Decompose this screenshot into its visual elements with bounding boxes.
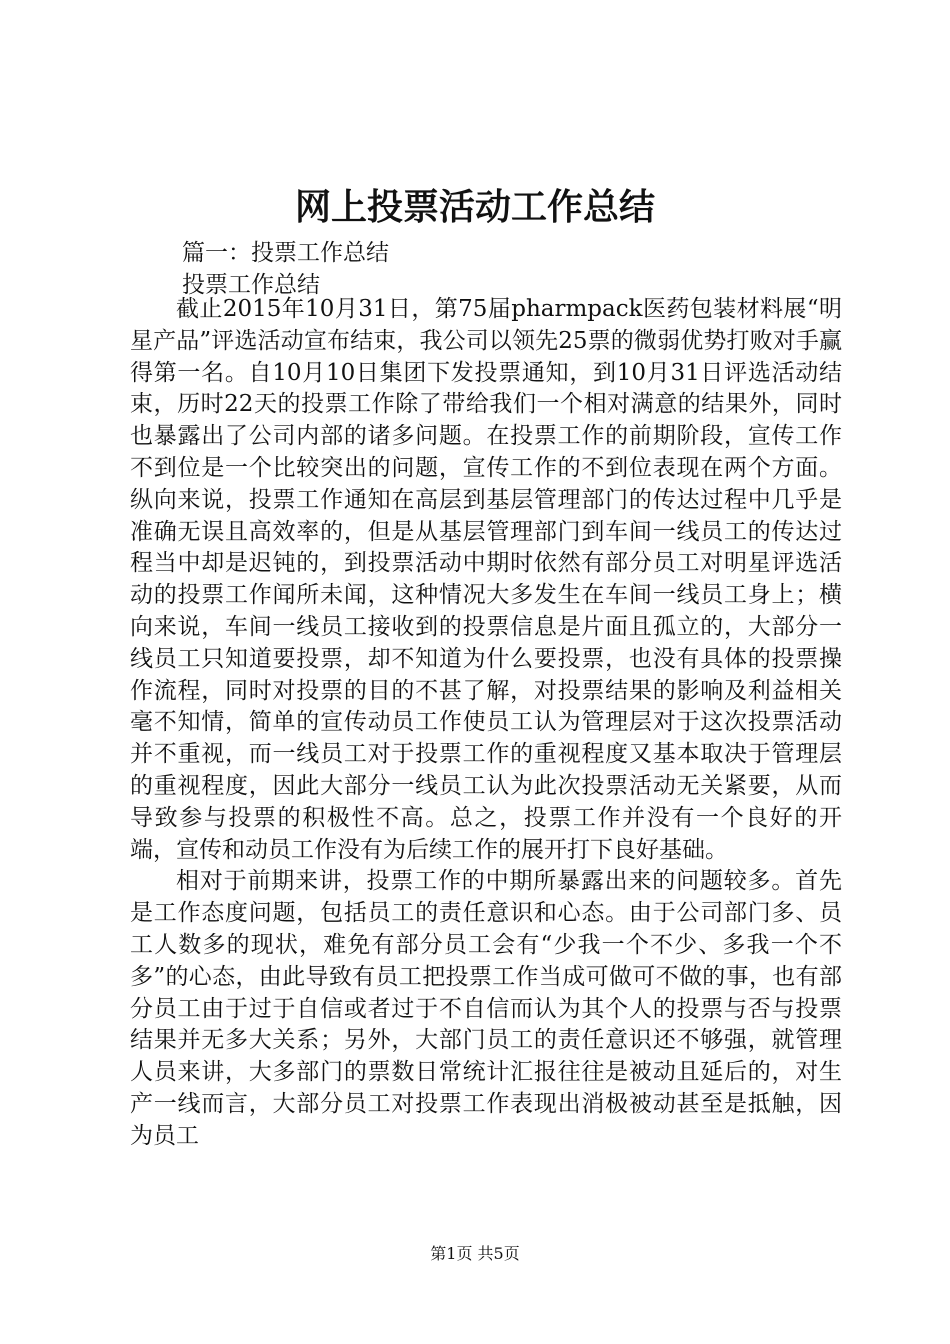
- paragraph: 相对于前期来讲，投票工作的中期所暴露出来的问题较多。首先是工作态度问题，包括员工的责任意识和心态。由于公司部门多、员工人数多的现状，难免有部分员工会有“少我一个不少、多我一个不多”的心态，由此导致有员工把投票工作当成可做可不做的事，也有部分员工由于过于自信或者过于不自信而认为其个人的投票与否与投票结果并无多大关系；另外，大部门员工的责任意识还不够强，就管理人员来讲，大多部门的票数日常统计汇报往往是被动且延后的，对生产一线而言，大部分员工对投票工作表现出消极被动甚至是抵触，因为员工: [130, 868, 842, 1149]
- section-heading: 篇一：投票工作总结: [182, 240, 389, 266]
- paragraph: 截止2015年10月31日，第75届pharmpack医药包装材料展“明星产品”评选活动宣布结束，我公司以领先25票的微弱优势打败对手赢得第一名。自10月10日集团下发投票通知，到10月31日评选活动结束，历时22天的投票工作除了带给我们一个相对满意的结果外，同时也暴露出了公司内部的诸多问题。在投票工作的前期阶段，宣传工作不到位是一个比较突出的问题，宣传工作的不到位表现在两个方面。纵向来说，投票工作通知在高层到基层管理部门的传达过程中几乎是准确无误且高效率的，但是从基层管理部门到车间一线员工的传达过程当中却是迟钝的，到投票活动中期时依然有部分员工对明星评选活动的投票工作闻所未闻，这种情况大多发生在车间一线员工身上；横向来说，车间一线员工接收到的投票信息是片面且孤立的，大部分一线员工只知道要投票，却不知道为什么要投票，也没有具体的投票操作流程，同时对投票的目的不甚了解，对投票结果的影响及利益相关毫不知情，简单的宣传动员工作使员工认为管理层对于这次投票活动并不重视，而一线员工对于投票工作的重视程度又基本取决于管理层的重视程度，因此大部分一线员工认为此次投票活动无关紧要，从而导致参与投票的积极性不高。总之，投票工作并没有一个良好的开端，宣传和动员工作没有为后续工作的展开打下良好基础。: [130, 296, 842, 863]
- document-body: [130, 294, 842, 1153]
- document-title: 网上投票活动工作总结: [294, 187, 655, 228]
- subheading: 投票工作总结: [182, 272, 320, 298]
- page-footer: 第1页 共5页: [430, 1244, 520, 1263]
